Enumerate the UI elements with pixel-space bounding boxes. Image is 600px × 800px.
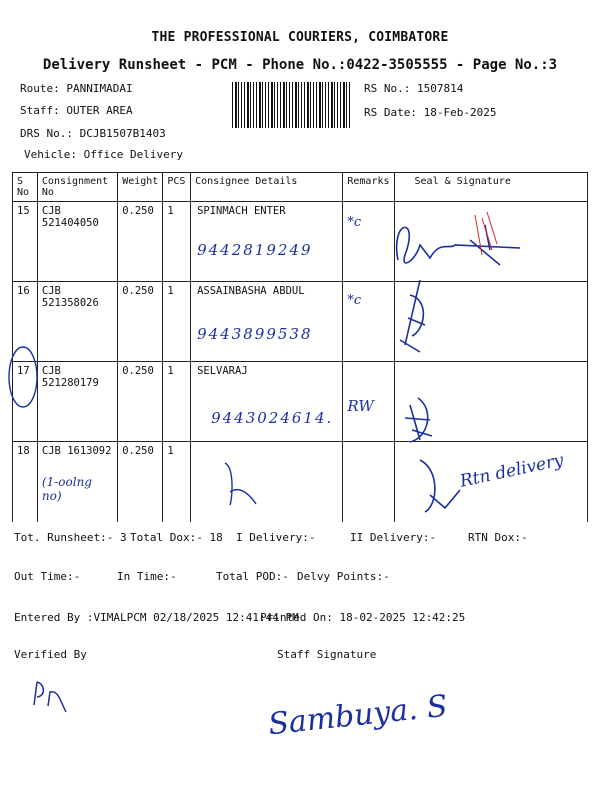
- cell-sno: 18: [13, 442, 38, 522]
- handwritten-rtn-delivery: Rtn delivery: [457, 450, 565, 492]
- cell-consignment: CJB 521404050: [37, 202, 117, 282]
- cell-remarks: [343, 282, 394, 362]
- handwritten-remark: RW: [347, 397, 374, 415]
- entered-by: Entered By :VIMALPCM 02/18/2025 12:41:44 PM: [14, 611, 299, 624]
- total-runsheet: Tot. Runsheet:- 3: [14, 531, 127, 544]
- handwritten-note: (1-oolng no): [41, 475, 92, 503]
- cell-signature: [394, 442, 587, 522]
- vehicle-label: Vehicle: Office Delivery: [24, 148, 183, 161]
- handwritten-remark: *c: [347, 293, 362, 308]
- cell-pcs: 1: [163, 282, 191, 362]
- cell-consignee: [191, 442, 343, 522]
- table-row: [13, 362, 588, 442]
- drs-number: DRS No.: DCJB1507B1403: [20, 127, 166, 140]
- cell-remarks: [343, 442, 394, 522]
- cell-sno: 15: [13, 202, 38, 282]
- rs-date: RS Date: 18-Feb-2025: [364, 106, 497, 119]
- in-time: In Time:-: [117, 570, 177, 583]
- handwritten-remark: *c: [347, 215, 362, 230]
- total-dox: Total Dox:- 18: [130, 531, 223, 544]
- rtn-dox: RTN Dox:-: [468, 531, 528, 544]
- runsheet-subtitle: Delivery Runsheet - PCM - Phone No.:0422-3505555 - Page No.:3: [42, 57, 558, 73]
- col-remarks: Remarks: [343, 173, 394, 202]
- staff-label: Staff: OUTER AREA: [20, 104, 133, 117]
- rs-number: RS No.: 1507814: [364, 82, 464, 95]
- col-sno: S No: [13, 173, 38, 202]
- col-signature: Seal & Signature: [394, 173, 587, 202]
- verified-by-initials: [34, 682, 66, 712]
- barcode: [232, 82, 350, 128]
- cell-sno: 16: [13, 282, 38, 362]
- cell-consignment: CJB 521358026: [37, 282, 117, 362]
- table-row: [13, 282, 588, 362]
- cell-pcs: 1: [163, 362, 191, 442]
- cell-consignee: [191, 362, 343, 442]
- cell-pcs: 1: [163, 442, 191, 522]
- printed-on: Printed On: 18-02-2025 12:42:25: [260, 611, 466, 624]
- consignee-name: SELVARAJ: [197, 365, 248, 377]
- company-title: THE PROFESSIONAL COURIERS, COIMBATORE: [151, 30, 449, 45]
- handwritten-phone: 9442819249: [197, 241, 313, 259]
- cell-consignee: [191, 202, 343, 282]
- staff-signature: Sambuya. S: [266, 688, 450, 743]
- i-delivery: I Delivery:-: [236, 531, 316, 544]
- cell-remarks: [343, 362, 394, 442]
- cell-weight: 0.250: [118, 282, 163, 362]
- cell-signature: [394, 362, 587, 442]
- cell-signature: [394, 282, 587, 362]
- total-pod: Total POD:-: [216, 570, 289, 583]
- consignment-number: CJB 1613092: [41, 445, 112, 457]
- runsheet-table: [12, 172, 588, 522]
- handwritten-phone: 9443899538: [197, 325, 313, 343]
- cell-weight: 0.250: [118, 202, 163, 282]
- verified-by: Verified By: [14, 648, 87, 661]
- cell-remarks: [343, 202, 394, 282]
- delvy-points: Delvy Points:-: [297, 570, 390, 583]
- table-header-row: [13, 173, 588, 202]
- cell-weight: 0.250: [118, 362, 163, 442]
- col-weight: Weight: [118, 173, 163, 202]
- cell-consignment: CJB 521280179: [37, 362, 117, 442]
- consignee-name: SPINMACH ENTER: [197, 205, 286, 217]
- ii-delivery: II Delivery:-: [350, 531, 437, 544]
- col-consignment: Consignment No: [37, 173, 117, 202]
- route-label: Route: PANNIMADAI: [20, 82, 133, 95]
- out-time: Out Time:-: [14, 570, 81, 583]
- col-consignee: Consignee Details: [191, 173, 343, 202]
- cell-signature: [394, 202, 587, 282]
- cell-sno: 17: [13, 362, 38, 442]
- cell-pcs: 1: [163, 202, 191, 282]
- consignee-name: ASSAINBASHA ABDUL: [197, 285, 305, 297]
- table-row: [13, 442, 588, 522]
- handwritten-phone: 9443024614.: [211, 409, 334, 427]
- cell-consignment: [37, 442, 117, 522]
- staff-signature-label: Staff Signature: [277, 648, 377, 661]
- cell-consignee: [191, 282, 343, 362]
- table-row: [13, 202, 588, 282]
- cell-weight: 0.250: [118, 442, 163, 522]
- col-pcs: PCS: [163, 173, 191, 202]
